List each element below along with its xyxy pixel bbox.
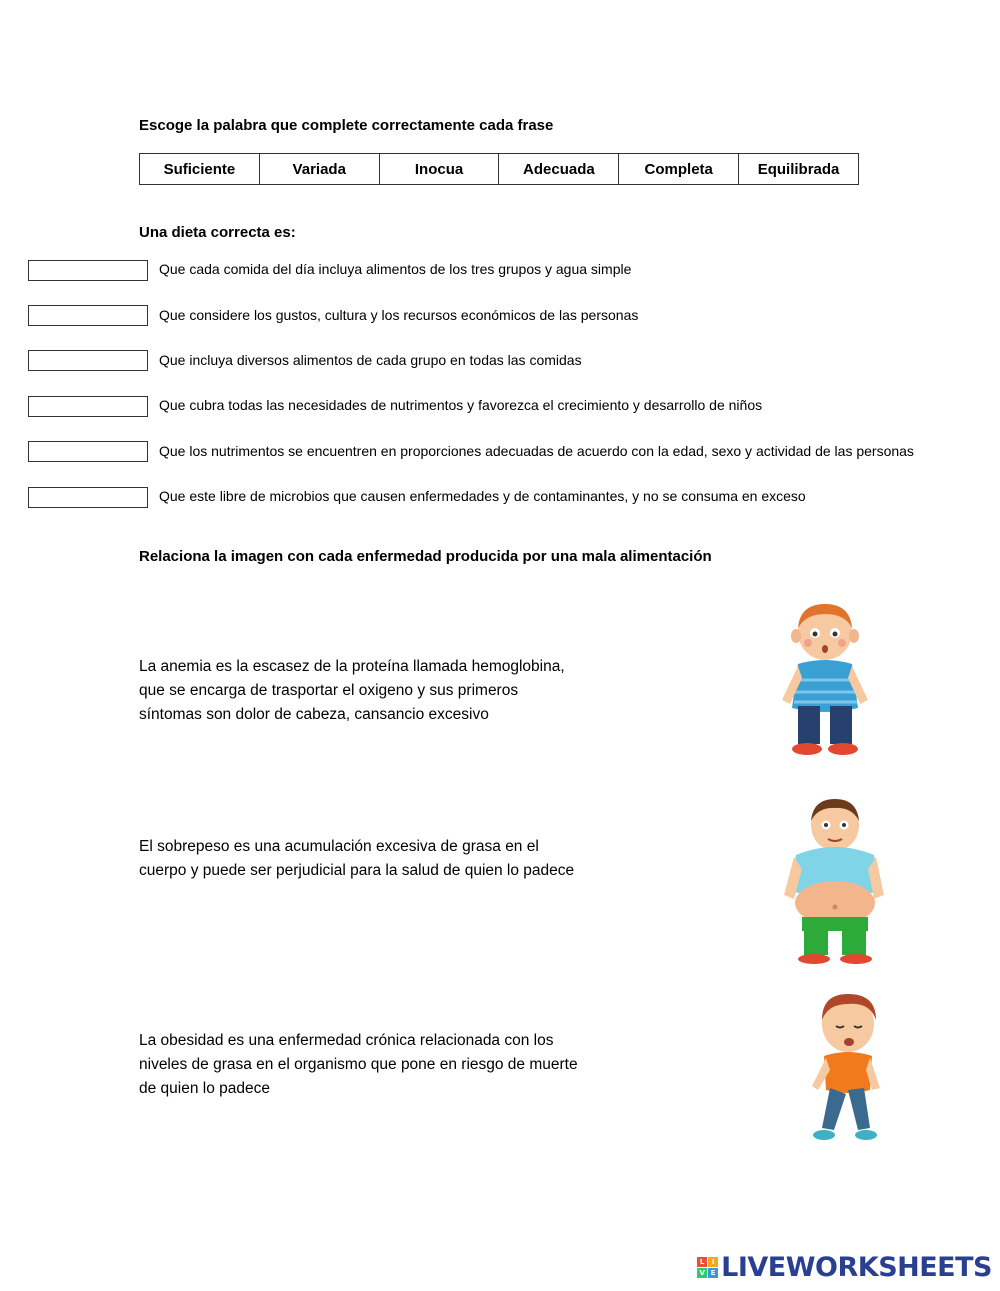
definition-text-5: Que los nutrimentos se encuentren en proporciones adecuadas de acuerdo con la edad, sexo y actividad de las personas	[159, 443, 914, 459]
tired-boy-image[interactable]	[800, 990, 890, 1150]
logo-tile: E	[708, 1268, 718, 1278]
disease-text-obesidad: La obesidad es una enfermedad crónica relacionada con los niveles de grasa en el organismo que pone en riesgo de muerte de quien lo padece	[139, 1032, 578, 1097]
diet-heading: Una dieta correcta es:	[139, 224, 296, 241]
answer-input-3[interactable]	[28, 350, 148, 371]
instruction-choose-word: Escoge la palabra que complete correctamente cada frase	[139, 117, 554, 134]
disease-text-anemia: La anemia es la escasez de la proteína llamada hemoglobina, que se encarga de trasportar el oxigeno y sus primeros síntomas son dolor de cabeza, cansancio excesivo	[139, 658, 565, 723]
answer-input-5[interactable]	[28, 441, 148, 462]
answer-input-6[interactable]	[28, 487, 148, 508]
chubby-boy-image[interactable]	[770, 600, 880, 760]
definition-text-1: Que cada comida del día incluya alimentos de los tres grupos y agua simple	[159, 261, 632, 277]
definition-text-2: Que considere los gustos, cultura y los recursos económicos de las personas	[159, 307, 639, 323]
obese-boy-image[interactable]	[780, 795, 885, 965]
answer-input-2[interactable]	[28, 305, 148, 326]
word-bank-item: Suficiente	[140, 154, 260, 185]
logo-tile: L	[697, 1257, 707, 1267]
logo-tiles-icon	[697, 1257, 718, 1278]
liveworksheets-logo[interactable]	[697, 1252, 992, 1283]
answer-input-4[interactable]	[28, 396, 148, 417]
definition-text-4: Que cubra todas las necesidades de nutrimentos y favorezca el crecimiento y desarrollo de niños	[159, 397, 763, 413]
word-bank-item: Completa	[619, 154, 739, 185]
answer-input-1[interactable]	[28, 260, 148, 281]
instruction-relate: Relaciona la imagen con cada enfermedad producida por una mala alimentación	[139, 548, 712, 565]
definition-text-6: Que este libre de microbios que causen enfermedades y de contaminantes, y no se consuma en exceso	[159, 488, 806, 504]
logo-tile: V	[697, 1268, 707, 1278]
word-bank-table	[139, 153, 859, 185]
logo-text: LIVEWORKSHEETS	[721, 1252, 992, 1283]
word-bank-item: Equilibrada	[739, 154, 859, 185]
definition-text-3: Que incluya diversos alimentos de cada grupo en todas las comidas	[159, 352, 582, 368]
logo-tile: I	[708, 1257, 718, 1267]
word-bank-item: Variada	[259, 154, 379, 185]
word-bank-item: Inocua	[379, 154, 499, 185]
disease-text-sobrepeso: El sobrepeso es una acumulación excesiva de grasa en el cuerpo y puede ser perjudicial para la salud de quien lo padece	[139, 838, 575, 879]
word-bank-item: Adecuada	[499, 154, 619, 185]
